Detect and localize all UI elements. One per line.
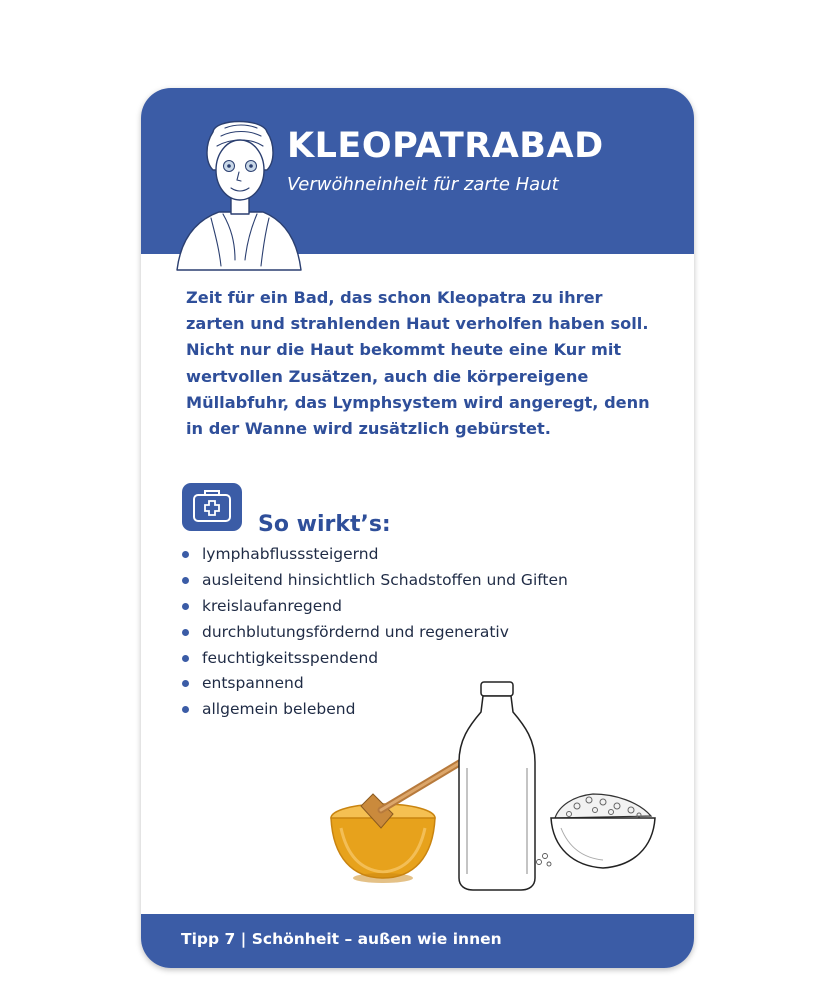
effect-label: feuchtigkeitsspendend xyxy=(202,648,379,667)
card-title: KLEOPATRABAD xyxy=(287,126,604,166)
salt-bowl-icon xyxy=(537,794,656,868)
effect-label: lymphabflusssteigernd xyxy=(202,545,379,563)
tip-card xyxy=(141,88,694,968)
bullet-dot-icon xyxy=(182,680,189,687)
effect-label: allgemein belebend xyxy=(202,700,356,719)
ingredients-illustration xyxy=(321,678,661,898)
effects-heading: So wirkt’s: xyxy=(258,512,391,537)
list-item xyxy=(181,568,568,594)
intro-text: Zeit für ein Bad, das schon Kleopatra zu ihrer zarten und strahlenden Haut verholfen haben soll. Nicht nur die Haut bekommt heute eine Kur mit wertvollen Zusätzen, auch die körpereigene Müllabfuhr, das Lymphsystem wird angeregt, denn in der Wanne wird zusätzlich gebürstet. xyxy=(186,288,650,439)
effect-label: durchblutungsfördernd und regenerativ xyxy=(202,622,509,641)
milk-bottle-icon xyxy=(459,682,535,890)
bullet-dot-icon xyxy=(182,706,189,713)
bullet-dot-icon xyxy=(182,655,189,662)
effect-label: kreislaufanregend xyxy=(202,596,342,615)
footer-text: Tipp 7 | Schönheit – außen wie innen xyxy=(181,930,502,948)
card-subtitle: Verwöhneinheit für zarte Haut xyxy=(287,174,559,195)
list-item xyxy=(181,542,568,568)
effect-label: ausleitend hinsichtlich Schadstoffen und Giften xyxy=(202,570,568,589)
list-item xyxy=(181,620,568,646)
bullet-dot-icon xyxy=(182,551,189,558)
bullet-dot-icon xyxy=(182,603,189,610)
first-aid-kit-icon xyxy=(181,482,243,532)
bullet-dot-icon xyxy=(182,577,189,584)
effect-label: entspannend xyxy=(202,674,304,693)
woman-portrait-icon xyxy=(171,110,307,274)
list-item xyxy=(181,594,568,620)
list-item xyxy=(181,646,568,672)
bullet-dot-icon xyxy=(182,629,189,636)
card-footer xyxy=(141,914,694,968)
